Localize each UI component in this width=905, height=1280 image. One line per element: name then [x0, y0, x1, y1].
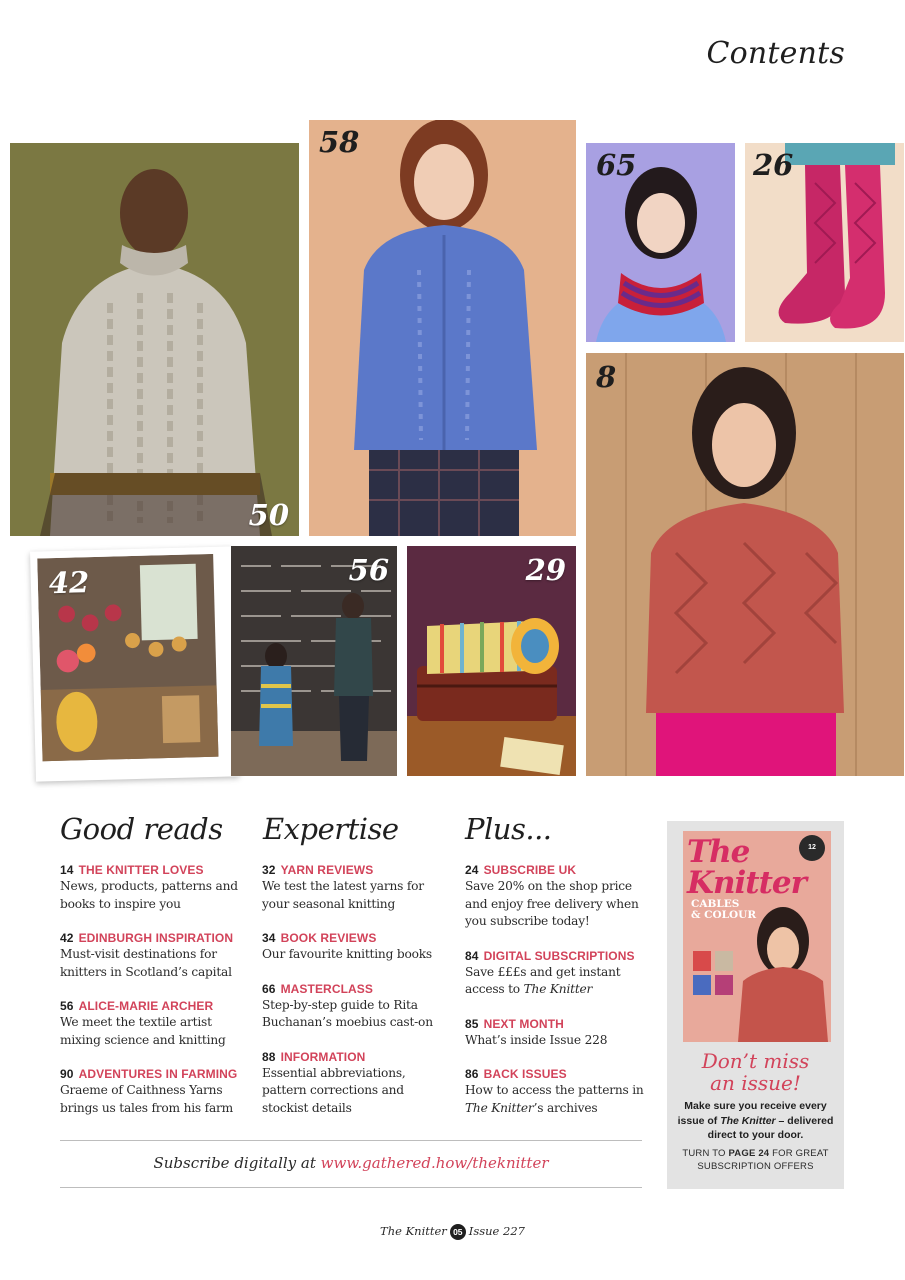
textured-top-illustration	[586, 353, 904, 776]
subscription-promo[interactable]	[667, 821, 844, 1189]
entry-page-number: 14	[60, 863, 74, 877]
photo-textured-top[interactable]	[586, 353, 904, 776]
page-title: Contents	[706, 36, 845, 71]
plus-list	[465, 862, 645, 1134]
page-number: 50	[248, 498, 289, 532]
entry-description: News, products, patterns and books to inspire you	[60, 879, 238, 911]
photo-striped-cowl[interactable]	[586, 143, 735, 342]
page-number: 42	[48, 565, 90, 601]
entry-description: Save 20% on the shop price and enjoy free delivery when you subscribe today!	[465, 879, 639, 928]
subscribe-link[interactable]: www.gathered.how/theknitter	[320, 1154, 549, 1172]
contents-entry[interactable]	[465, 1016, 645, 1050]
section-heading-plus: Plus...	[465, 812, 552, 846]
entry-page-number: 86	[465, 1067, 479, 1081]
photo-bolster-cushion[interactable]	[407, 546, 576, 776]
contents-entry[interactable]	[60, 930, 250, 981]
contents-entry[interactable]	[262, 981, 452, 1032]
divider-bottom	[60, 1187, 642, 1188]
contents-entry[interactable]	[60, 862, 250, 913]
contents-entry[interactable]	[60, 1066, 250, 1117]
photo-cable-jumper[interactable]	[10, 143, 299, 536]
cable-jumper-illustration	[10, 143, 299, 536]
entry-title: THE KNITTER LOVES	[78, 863, 204, 877]
entry-page-number: 66	[262, 981, 276, 996]
entry-title: ALICE-MARIE ARCHER	[78, 999, 214, 1013]
photo-textile-wall[interactable]	[231, 546, 397, 776]
page-number: 65	[596, 148, 637, 182]
subscribe-prefix: Subscribe digitally at	[153, 1154, 321, 1172]
entry-page-number: 24	[465, 863, 479, 877]
cover-badge: 12	[799, 835, 825, 861]
entry-page-number: 84	[465, 948, 479, 963]
entry-title: EDINBURGH INSPIRATION	[78, 931, 234, 945]
contents-entry[interactable]	[465, 948, 645, 999]
page-number: 8	[596, 360, 617, 394]
entry-description: We meet the textile artist mixing science and knitting	[60, 1015, 226, 1047]
expertise-list	[262, 862, 452, 1134]
contents-entry[interactable]	[262, 1049, 452, 1118]
blue-cardigan-illustration	[309, 120, 576, 536]
entry-description: Graeme of Caithness Yarns brings us tales from his farm	[60, 1083, 234, 1115]
page-folio	[0, 1224, 905, 1240]
section-heading-good-reads: Good reads	[60, 812, 223, 846]
promo-call-to-action[interactable]: TURN TO PAGE 24 FOR GREAT SUBSCRIPTION OFFERS	[682, 1148, 829, 1172]
entry-page-number: 34	[262, 931, 276, 945]
entry-title: ADVENTURES IN FARMING	[78, 1067, 238, 1081]
page-number: 56	[348, 553, 389, 587]
entry-page-number: 88	[262, 1049, 276, 1064]
entry-title: NEXT MONTH	[483, 1016, 564, 1031]
section-heading-expertise: Expertise	[263, 812, 399, 846]
entry-title: BOOK REVIEWS	[280, 931, 377, 945]
contents-entry[interactable]	[465, 862, 645, 931]
entry-description: Step-by-step guide to Rita Buchanan’s moebius cast-on	[262, 997, 433, 1029]
photo-lace-socks[interactable]	[745, 143, 904, 342]
entry-description: What’s inside Issue 228	[465, 1032, 608, 1047]
entry-page-number: 32	[262, 863, 276, 877]
contents-entry[interactable]	[262, 862, 452, 913]
contents-entry[interactable]	[465, 1066, 645, 1117]
entry-title: YARN REVIEWS	[280, 863, 374, 877]
promo-tagline: Don’t miss an issue!	[701, 1049, 810, 1095]
entry-description: How to access the patterns in The Knitter’s archives	[465, 1083, 644, 1115]
photo-yarn-shop[interactable]	[30, 546, 239, 781]
entry-description: Essential abbreviations, pattern corrections and stockist details	[262, 1065, 406, 1115]
entry-page-number: 90	[60, 1067, 74, 1081]
entry-page-number: 56	[60, 999, 74, 1013]
contents-entry[interactable]	[262, 930, 452, 964]
magazine-cover[interactable]	[683, 831, 831, 1042]
entry-title: MASTERCLASS	[280, 981, 373, 996]
page-number: 58	[319, 125, 360, 159]
cover-logo: The Knitter	[687, 834, 806, 901]
divider-top	[60, 1140, 642, 1141]
folio-issue: Issue 227	[468, 1224, 525, 1238]
entry-description: Save £££s and get instant access to The Knitter	[465, 964, 621, 996]
entry-description: Our favourite knitting books	[262, 947, 432, 961]
entry-page-number: 42	[60, 931, 74, 945]
subscribe-digitally-line	[60, 1154, 642, 1172]
page-number: 26	[753, 148, 794, 182]
page-number: 29	[525, 553, 566, 587]
folio-magazine: The Knitter	[380, 1224, 447, 1238]
entry-title: SUBSCRIBE UK	[483, 863, 577, 877]
entry-description: Must-visit destinations for knitters in Scotland’s capital	[60, 947, 232, 979]
entry-title: INFORMATION	[280, 1049, 366, 1064]
good-reads-list	[60, 862, 250, 1134]
cover-headline: CABLES & COLOUR	[691, 898, 757, 921]
entry-page-number: 85	[465, 1016, 479, 1031]
entry-description: We test the latest yarns for your seasonal knitting	[262, 879, 424, 911]
folio-page-number: 05	[450, 1224, 466, 1240]
promo-body: Make sure you receive every issue of The Knitter – delivered direct to your door.	[677, 1100, 834, 1141]
contents-entry[interactable]	[60, 998, 250, 1049]
entry-title: DIGITAL SUBSCRIPTIONS	[483, 948, 635, 963]
photo-blue-cardigan[interactable]	[309, 120, 576, 536]
entry-title: BACK ISSUES	[483, 1067, 567, 1081]
